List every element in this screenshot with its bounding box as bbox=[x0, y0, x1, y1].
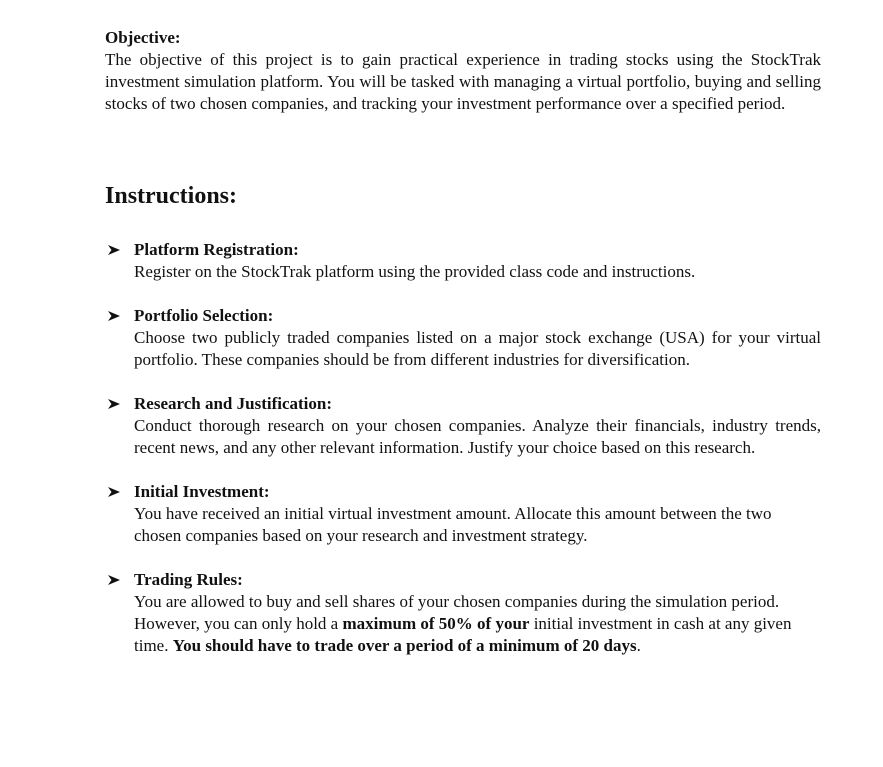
bold-text-run: maximum of 50% of your bbox=[342, 614, 530, 633]
objective-section bbox=[105, 27, 821, 115]
text-run: You are allowed to buy and sell shares of your chosen companies during the simulation period. However, you can only hold a bbox=[134, 592, 780, 633]
instructions-heading: Instructions: bbox=[105, 183, 238, 209]
arrowhead-bullet-icon bbox=[107, 398, 121, 410]
arrowhead-bullet-icon bbox=[107, 244, 121, 256]
list-item-platform-registration bbox=[105, 239, 821, 283]
objective-text: The objective of this project is to gain practical experience in trading stocks using the StockTrak investment simulation platform. You will be tasked with managing a virtual portfolio, buying and selling stocks of two chosen companies, and tracking your investment performance over a specified period. bbox=[105, 50, 821, 113]
instructions-list bbox=[105, 239, 821, 679]
list-item-trading-rules bbox=[105, 569, 821, 657]
list-item-initial-investment bbox=[105, 481, 821, 547]
text-run: . bbox=[636, 636, 641, 655]
arrowhead-bullet-icon bbox=[107, 310, 121, 322]
arrowhead-bullet-icon bbox=[107, 486, 121, 498]
item-title: Trading Rules: bbox=[134, 570, 243, 589]
item-title: Platform Registration: bbox=[134, 240, 299, 259]
item-text: You have received an initial virtual investment amount. Allocate this amount between the two chosen companies based on your research and investment strategy. bbox=[134, 504, 772, 545]
item-text: Register on the StockTrak platform using the provided class code and instructions. bbox=[134, 262, 696, 281]
objective-heading: Objective: bbox=[105, 28, 181, 47]
item-text bbox=[134, 591, 821, 657]
item-text: Choose two publicly traded companies listed on a major stock exchange (USA) for your virtual portfolio. These companies should be from different industries for diversification. bbox=[134, 328, 821, 369]
item-title: Research and Justification: bbox=[134, 394, 333, 413]
bold-text-run: You should have to trade over a period of a minimum of 20 days bbox=[172, 636, 637, 655]
list-item-research-justification bbox=[105, 393, 821, 459]
list-item-portfolio-selection bbox=[105, 305, 821, 371]
arrowhead-bullet-icon bbox=[107, 574, 121, 586]
item-title: Initial Investment: bbox=[134, 482, 270, 501]
item-text: Conduct thorough research on your chosen companies. Analyze their financials, industry trends, recent news, and any other relevant information. Justify your choice based on this research. bbox=[134, 416, 821, 457]
item-title: Portfolio Selection: bbox=[134, 306, 274, 325]
text-run: initial investment in cash at any given time. bbox=[134, 614, 792, 655]
